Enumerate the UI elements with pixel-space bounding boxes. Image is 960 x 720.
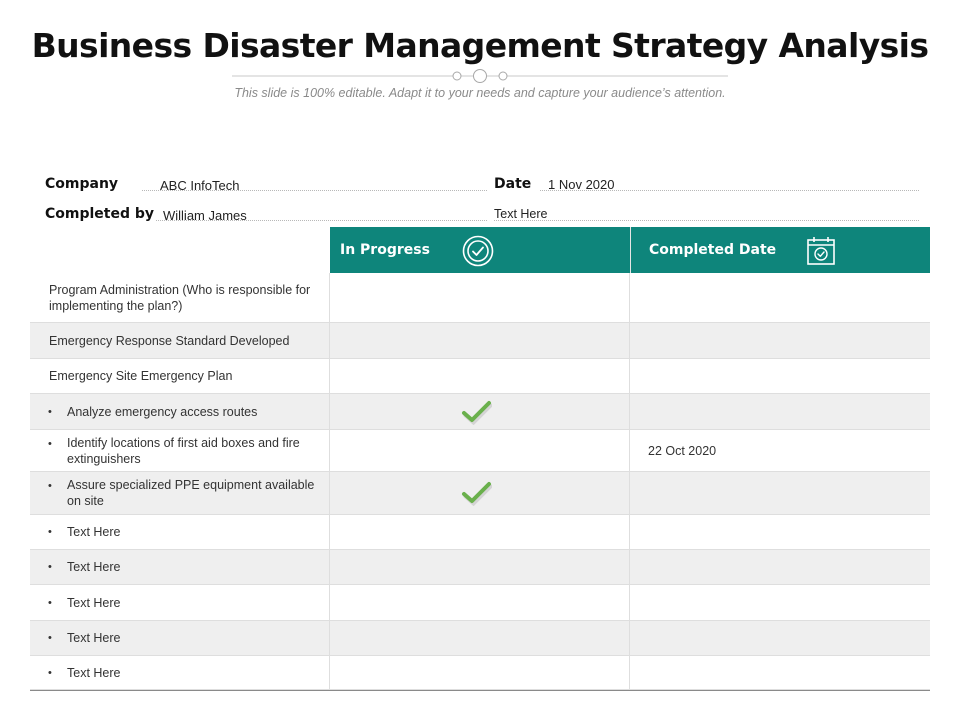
in-progress-cell[interactable] — [330, 515, 630, 549]
table-row — [30, 323, 930, 359]
in-progress-cell[interactable] — [330, 273, 630, 322]
task-text[interactable]: Text Here — [67, 631, 121, 645]
completed-by-label: Completed by — [45, 206, 155, 222]
extra-underline — [494, 220, 919, 221]
extra-field-value[interactable]: Text Here — [494, 207, 548, 221]
bullet-icon: • — [48, 596, 52, 609]
task-cell — [30, 359, 330, 393]
task-cell — [30, 323, 330, 358]
bullet-icon: • — [48, 632, 52, 644]
task-cell — [30, 472, 330, 514]
table-row — [30, 359, 930, 394]
task-cell — [30, 515, 330, 549]
header-in-progress-label: In Progress — [340, 242, 430, 258]
bullet-icon: • — [48, 438, 52, 450]
in-progress-cell[interactable] — [330, 656, 630, 689]
task-text[interactable]: Text Here — [67, 595, 121, 610]
task-text[interactable]: Emergency Site Emergency Plan — [49, 369, 233, 383]
bullet-icon: • — [48, 405, 52, 418]
completed-date-cell[interactable] — [630, 621, 930, 655]
task-text[interactable]: Text Here — [67, 665, 121, 680]
in-progress-cell[interactable] — [330, 359, 630, 393]
date-value[interactable]: 1 Nov 2020 — [548, 177, 615, 192]
task-cell — [30, 394, 330, 429]
in-progress-cell[interactable] — [330, 550, 630, 584]
title-divider — [232, 68, 728, 84]
task-text[interactable]: Identify locations of first aid boxes and fire extinguishers — [67, 435, 300, 466]
table-row — [30, 394, 930, 430]
company-label: Company — [45, 176, 119, 192]
table-row — [30, 621, 930, 656]
completed-date-cell[interactable] — [630, 394, 930, 429]
table-row — [30, 273, 930, 323]
completed-date-cell[interactable] — [630, 359, 930, 393]
check-circle-icon — [462, 235, 494, 267]
date-label: Date — [494, 176, 532, 192]
table-bottom-border — [30, 690, 930, 691]
completed-date-cell[interactable] — [630, 430, 930, 471]
bullet-icon: • — [48, 480, 52, 492]
header-completed-date-label: Completed Date — [649, 242, 777, 258]
page-subtitle: This slide is 100% editable. Adapt it to your needs and capture your audience’s attention. — [234, 86, 726, 100]
task-text[interactable]: Emergency Response Standard Developed — [49, 333, 290, 348]
header-in-progress — [330, 227, 630, 273]
completed-date-text: 22 Oct 2020 — [648, 443, 717, 458]
table-row — [30, 430, 930, 472]
completed-by-value[interactable]: William James — [163, 208, 247, 223]
task-cell — [30, 585, 330, 620]
task-cell — [30, 273, 330, 322]
task-cell — [30, 550, 330, 584]
table-row — [30, 656, 930, 690]
task-text[interactable]: Program Administration (Who is responsible for implementing the plan?) — [49, 282, 311, 313]
bullet-icon: • — [48, 561, 52, 573]
in-progress-cell[interactable] — [330, 394, 630, 429]
table-row — [30, 515, 930, 550]
completed-by-underline — [156, 220, 487, 221]
company-value[interactable]: ABC InfoTech — [160, 178, 240, 193]
completed-date-cell[interactable] — [630, 550, 930, 584]
task-text[interactable]: Text Here — [67, 525, 121, 539]
task-text[interactable]: Analyze emergency access routes — [67, 404, 258, 419]
task-cell — [30, 656, 330, 689]
table-row — [30, 585, 930, 621]
task-text[interactable]: Assure specialized PPE equipment available on site — [67, 478, 315, 508]
completed-date-cell[interactable] — [630, 585, 930, 620]
in-progress-cell[interactable] — [330, 430, 630, 471]
date-underline — [540, 190, 919, 191]
in-progress-cell[interactable] — [330, 621, 630, 655]
in-progress-cell[interactable] — [330, 472, 630, 514]
completed-date-cell[interactable] — [630, 656, 930, 689]
calendar-check-icon — [806, 236, 836, 266]
checkmark-icon — [460, 399, 492, 425]
completed-date-cell[interactable] — [630, 273, 930, 322]
completed-date-cell[interactable] — [630, 515, 930, 549]
bullet-icon: • — [48, 666, 52, 679]
task-cell — [30, 621, 330, 655]
completed-date-cell[interactable] — [630, 472, 930, 514]
in-progress-cell[interactable] — [330, 585, 630, 620]
checkmark-icon — [460, 480, 492, 506]
table-row — [30, 550, 930, 585]
bullet-icon: • — [48, 526, 52, 538]
table-row — [30, 472, 930, 515]
header-completed-date — [630, 227, 930, 273]
task-cell — [30, 430, 330, 471]
in-progress-cell[interactable] — [330, 323, 630, 358]
company-underline — [142, 190, 487, 191]
completed-date-cell[interactable] — [630, 323, 930, 358]
task-text[interactable]: Text Here — [67, 560, 121, 574]
page-title: Business Disaster Management Strategy Analysis — [31, 26, 929, 65]
